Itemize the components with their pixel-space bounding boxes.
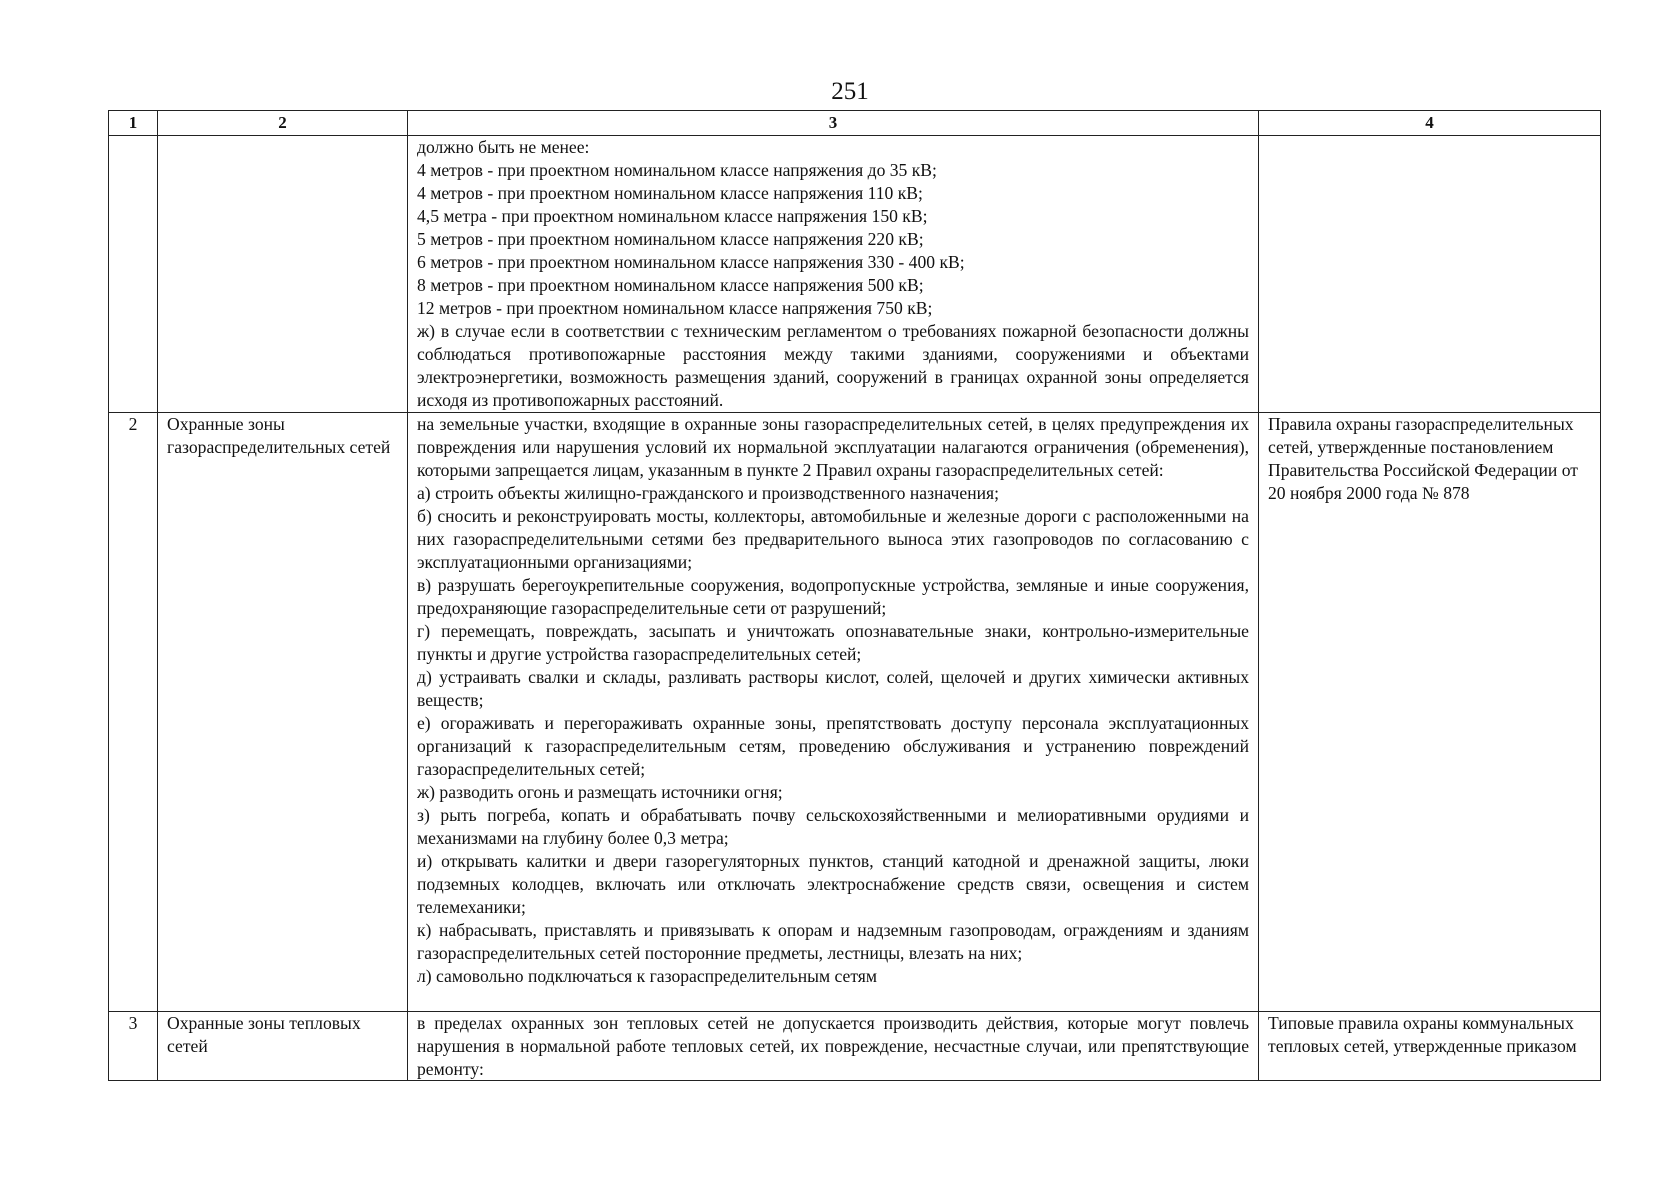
column-header-2: 2 <box>158 111 408 136</box>
column-header-4: 4 <box>1259 111 1601 136</box>
page-number: 251 <box>831 78 869 105</box>
legal-source <box>1259 1012 1601 1081</box>
text-paragraph: к) набрасывать, приставлять и привязывать к опорам и надземным газопроводам, ограждениям и зданиям газораспределительных сетей посторонние предметы, лестницы, влезать на них; <box>417 920 1249 963</box>
text-paragraph: з) рыть погреба, копать и обрабатывать почву сельскохозяйственными и мелиоративными орудиями и механизмами на глубину более 0,3 метра; <box>417 805 1249 848</box>
text-clip <box>417 1012 1249 1080</box>
zone-name: Охранные зоны газораспределительных сетей <box>158 413 408 1012</box>
zone-name: Охранные зоны тепловых сетей <box>158 1012 408 1081</box>
text-paragraph: и) открывать калитки и двери газорегуляторных пунктов, станций катодной и дренажной защиты, люки подземных колодцев, включать или отключать электроснабжение средств связи, освещения и систем телемеханики; <box>417 851 1249 917</box>
zone-name <box>158 136 408 413</box>
text-paragraph: г) перемещать, повреждать, засыпать и уничтожать опознавательные знаки, контрольно-измерительные пункты и другие устройства газораспределительных сетей; <box>417 621 1249 664</box>
text-paragraph: е) огораживать и перегораживать охранные зоны, препятствовать доступу персонала эксплуатационных организаций к газораспределительным сетям, проведению обслуживания и устранению повреждений газораспределительных сетей; <box>417 713 1249 779</box>
restrictions-text <box>408 1012 1259 1081</box>
column-header-3: 3 <box>408 111 1259 136</box>
text-paragraph: в) разрушать берегоукрепительные сооружения, водопропускные устройства, земляные и иные сооружения, предохраняющие газораспределительные сети от разрушений; <box>417 575 1249 618</box>
text-paragraph: на земельные участки, входящие в охранные зоны газораспределительных сетей, в целях предупреждения их повреждения или нарушения условий их нормальной эксплуатации налагаются ограничения (обременения), которыми запрещается лицам, указанным в пункте 2 Правил охраны газораспределительных сетей: <box>417 414 1249 480</box>
restrictions-text <box>408 136 1259 413</box>
table-header-row <box>109 111 1601 136</box>
text-line: 4 метров - при проектном номинальном классе напряжения до 35 кВ; <box>417 160 937 180</box>
text-paragraph: л) самовольно подключаться к газораспределительным сетям <box>417 966 877 986</box>
row-number: 3 <box>109 1012 158 1081</box>
text-paragraph: в пределах охранных зон тепловых сетей не допускается производить действия, которые могут повлечь нарушения в нормальной работе тепловых сетей, их повреждение, несчастные случаи, или препятствующие ремонту: <box>417 1013 1249 1079</box>
row-number: 2 <box>109 413 158 1012</box>
text-line: 5 метров - при проектном номинальном классе напряжения 220 кВ; <box>417 229 924 249</box>
restrictions-table <box>108 110 1601 1081</box>
text-paragraph: а) строить объекты жилищно-гражданского и производственного назначения; <box>417 483 1000 503</box>
text-line: 6 метров - при проектном номинальном классе напряжения 330 - 400 кВ; <box>417 252 965 272</box>
text-line: 4,5 метра - при проектном номинальном классе напряжения 150 кВ; <box>417 206 928 226</box>
row-number <box>109 136 158 413</box>
text-line: 4 метров - при проектном номинальном классе напряжения 110 кВ; <box>417 183 923 203</box>
legal-source: Правила охраны газораспределительных сетей, утвержденные постановлением Правительства Российской Федерации от 20 ноября 2000 года № 878 <box>1259 413 1601 1012</box>
source-text: Типовые правила охраны коммунальных тепловых сетей, утвержденные приказом <box>1268 1013 1577 1056</box>
text-paragraph: ж) в случае если в соответствии с техническим регламентом о требованиях пожарной безопасности должны соблюдаться противопожарные расстояния между такими зданиями, сооружениями и объектами электроэнергетики, возможность размещения зданий, сооружений в границах охранной зоны определяется исходя из противопожарных расстояний. <box>417 321 1249 410</box>
restrictions-text <box>408 413 1259 1012</box>
table-row <box>109 1012 1601 1081</box>
text-paragraph: б) сносить и реконструировать мосты, коллекторы, автомобильные и железные дороги с расположенными на них газораспределительными сетями без предварительного выноса этих газопроводов по согласованию с эксплуатационными организациями; <box>417 506 1249 572</box>
text-line: должно быть не менее: <box>417 137 590 157</box>
legal-source <box>1259 136 1601 413</box>
text-paragraph: д) устраивать свалки и склады, разливать растворы кислот, солей, щелочей и других химически активных веществ; <box>417 667 1249 710</box>
text-line: 12 метров - при проектном номинальном классе напряжения 750 кВ; <box>417 298 933 318</box>
table-row <box>109 413 1601 1012</box>
column-header-1: 1 <box>109 111 158 136</box>
text-paragraph: ж) разводить огонь и размещать источники огня; <box>417 782 783 802</box>
text-line: 8 метров - при проектном номинальном классе напряжения 500 кВ; <box>417 275 924 295</box>
table-row <box>109 136 1601 413</box>
